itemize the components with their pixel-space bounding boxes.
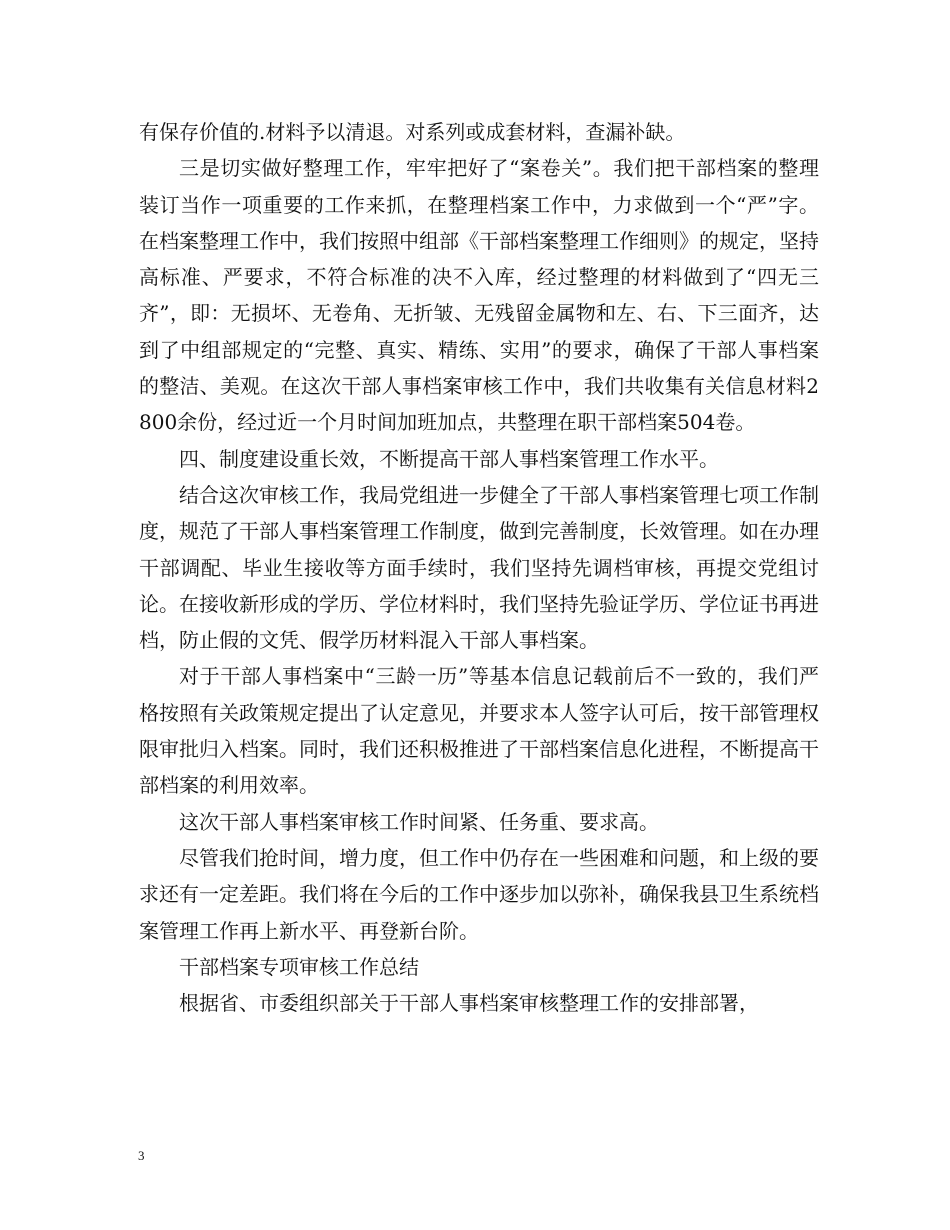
paragraph-8-heading: 干部档案专项审核工作总结 xyxy=(179,954,419,979)
paragraph-4: 结合这次审核工作，我局党组进一步健全了干部人事档案管理七项工作制度，规范了干部人事档案管理工作制度，做到完善制度，长效管理。如在办理干部调配、毕业生接收等方面手续时，我们坚持先调档审核，再提交党组讨论。在接收新形成的学历、学位材料时，我们坚持先验证学历、学位证书再进档，防止假的文凭、假学历材料混入干部人事档案。 xyxy=(139,482,819,653)
document-body xyxy=(139,114,819,1021)
paragraph-9: 根据省、市委组织部关于干部人事档案审核整理工作的安排部署， xyxy=(179,991,759,1016)
paragraph-7: 尽管我们抢时间，增力度，但工作中仍存在一些困难和问题，和上级的要求还有一定差距。我们将在今后的工作中逐步加以弥补，确保我县卫生系统档案管理工作再上新水平、再登新台阶。 xyxy=(139,845,819,943)
paragraph-1: 有保存价值的.材料予以清退。对系列或成套材料，查漏补缺。 xyxy=(139,120,686,144)
paragraph-6: 这次干部人事档案审核工作时间紧、任务重、要求高。 xyxy=(179,809,659,834)
page-number: 3 xyxy=(138,1148,145,1163)
paragraph-3: 四、制度建设重长效，不断提高干部人事档案管理工作水平。 xyxy=(179,446,719,471)
paragraph-2: 三是切实做好整理工作，牢牢把好了“案卷关”。我们把干部档案的整理装订当作一项重要的工作来抓，在整理档案工作中，力求做到一个“严”字。在档案整理工作中，我们按照中组部《干部档案整理工作细则》的规定，坚持高标准、严要求，不符合标准的决不入库，经过整理的材料做到了“四无三齐”，即：无损坏、无卷角、无折皱、无残留金属物和左、右、下三面齐，达到了中组部规定的“完整、真实、精练、实用”的要求，确保了干部人事档案的整洁、美观。在这次干部人事档案审核工作中，我们共收集有关信息材料2800余份，经过近一个月时间加班加点，共整理在职干部档案504卷。 xyxy=(139,156,819,435)
paragraph-5: 对于干部人事档案中“三龄一历”等基本信息记载前后不一致的，我们严格按照有关政策规定提出了认定意见，并要求本人签字认可后，按干部管理权限审批归入档案。同时，我们还积极推进了干部档案信息化进程，不断提高干部档案的利用效率。 xyxy=(139,664,819,798)
